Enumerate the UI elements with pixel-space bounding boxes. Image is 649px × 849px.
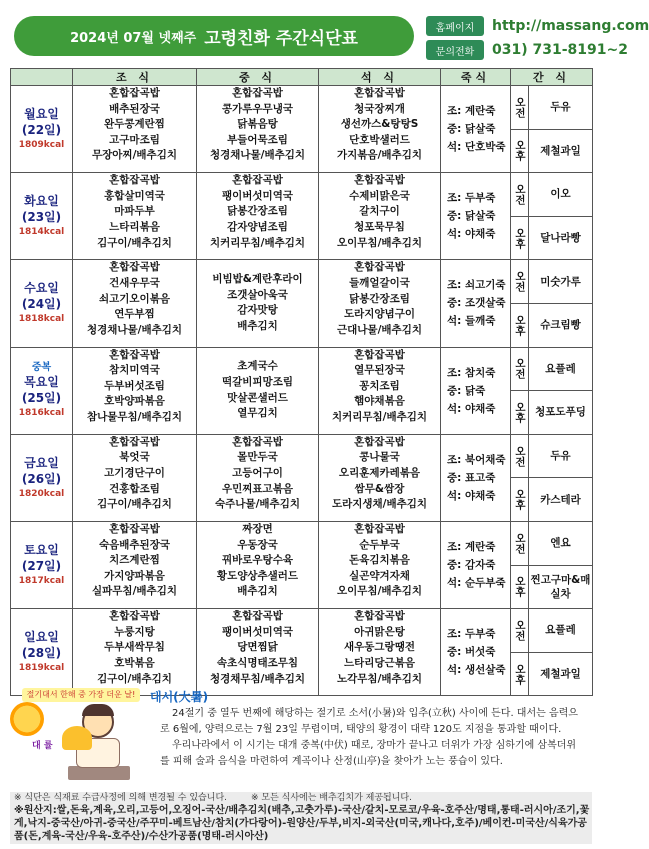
porridge-item: 중: 표고죽 bbox=[447, 471, 496, 484]
snack-pm: 달나라빵 bbox=[529, 216, 593, 260]
breakfast-cell bbox=[73, 260, 197, 347]
porridge-item: 조: 계란죽 bbox=[447, 541, 496, 554]
menu-item: 청경채나물/배추김치 bbox=[209, 149, 306, 162]
menu-item: 우민찌표고볶음 bbox=[221, 482, 293, 495]
menu-item: 홍합살미역국 bbox=[104, 189, 165, 202]
am-label-text: 오전 bbox=[514, 271, 526, 293]
menu-item: 혼합잡곡밥 bbox=[109, 610, 160, 623]
am-label-text: 오전 bbox=[514, 358, 526, 380]
menu-item: 고등어구이 bbox=[232, 466, 283, 479]
pm-label bbox=[511, 391, 529, 435]
day-cell bbox=[11, 347, 73, 434]
porridge-cell bbox=[441, 521, 511, 608]
phone-label: 문의전화 bbox=[426, 40, 484, 60]
menu-item: 치즈계란찜 bbox=[109, 554, 160, 567]
day-date: (26일) bbox=[21, 471, 62, 486]
menu-item: 느타리볶음 bbox=[109, 220, 160, 233]
am-label-text: 오전 bbox=[514, 183, 526, 205]
snack-pm: 청포도푸딩 bbox=[529, 391, 593, 435]
pm-label-text: 오후 bbox=[514, 314, 526, 336]
menu-item: 꽁치조림 bbox=[359, 379, 400, 392]
menu-item: 호박양파볶음 bbox=[104, 395, 165, 408]
menu-item: 혼합잡곡밥 bbox=[109, 261, 160, 274]
dinner-cell bbox=[319, 434, 441, 521]
menu-item: 실곤약겨자채 bbox=[349, 569, 410, 582]
porridge-item: 조: 쇠고기죽 bbox=[447, 279, 506, 292]
origin-notice: ※원산지:쌀,돈육,계육,오리,고등어,오징어-국산/배추김치(배추,고춧가루)-국산/갈치-모로코/우육-호주산/명태,통태-러시아/조기,꽃게,낙지-중국산/아귀-중국산/주꾸미-베트남산/참치(가다랑어)-원양산/두부,비지-외국산(미국,캐나다,호주)/베이컨-미국산/식육가공품(돈,계육-국산/우육-호주산)/수산가공품(명태-러시아산) bbox=[14, 805, 590, 842]
menu-item: 열무김치 bbox=[237, 407, 278, 420]
season-paragraph-1: 24절기 중 열두 번째에 해당하는 절기로 소서(小暑)와 입추(立秋) 사이에 든다. 대서는 음력으로 6월에, 양력으로는 7월 23일 무렵이며, 태양의 황경이 대략 120도 지점을 통과할 때이다. bbox=[160, 708, 578, 735]
day-kcal: 1816kcal bbox=[18, 407, 65, 418]
menu-item: 닭볶음탕 bbox=[237, 118, 278, 131]
dinner-cell bbox=[319, 609, 441, 696]
day-cell bbox=[11, 434, 73, 521]
day-row bbox=[11, 347, 593, 391]
porridge-item: 조: 참치죽 bbox=[447, 366, 496, 379]
pm-label-text: 오후 bbox=[514, 227, 526, 249]
lunch-cell bbox=[197, 347, 319, 434]
menu-item: 당면찜닭 bbox=[237, 641, 278, 654]
menu-item: 팽이버섯미역국 bbox=[221, 189, 293, 202]
menu-item: 김구이/배추김치 bbox=[97, 236, 172, 249]
porridge-item: 중: 감자죽 bbox=[447, 559, 496, 572]
day-name: 토요일 bbox=[24, 543, 59, 558]
menu-item: 순두부국 bbox=[359, 538, 400, 551]
page-title: 고령친화 주간식단표 bbox=[204, 28, 358, 49]
menu-item: 치커리무침/배추김치 bbox=[209, 236, 306, 249]
snack-am: 요플레 bbox=[529, 609, 593, 653]
menu-item: 혼합잡곡밥 bbox=[232, 435, 283, 448]
menu-item: 연두부찜 bbox=[114, 308, 155, 321]
lunch-cell bbox=[197, 521, 319, 608]
snack-pm: 슈크림빵 bbox=[529, 303, 593, 347]
menu-item: 혼합잡곡밥 bbox=[354, 87, 405, 99]
menu-item: 닭봉간장조림 bbox=[227, 205, 288, 218]
breakfast-cell bbox=[73, 434, 197, 521]
breakfast-cell bbox=[73, 609, 197, 696]
lunch-cell bbox=[197, 173, 319, 260]
menu-item: 조갯살아욱국 bbox=[227, 288, 288, 301]
day-name: 월요일 bbox=[24, 107, 59, 122]
day-row bbox=[11, 434, 593, 478]
menu-item: 혼합잡곡밥 bbox=[109, 174, 160, 187]
menu-item: 단호박샐러드 bbox=[349, 133, 410, 146]
menu-item: 감자양념조림 bbox=[227, 220, 288, 233]
menu-item: 수제비맑은국 bbox=[349, 189, 410, 202]
mat-shape bbox=[68, 766, 130, 780]
porridge-item: 조: 두부죽 bbox=[447, 192, 496, 205]
menu-item: 실파무침/배추김치 bbox=[92, 585, 177, 598]
breakfast-cell bbox=[73, 86, 197, 173]
menu-item: 생선까스&탕탕S bbox=[340, 118, 419, 131]
day-name: 금요일 bbox=[24, 455, 59, 470]
menu-item: 비빔밥&계란후라이 bbox=[212, 273, 303, 286]
porridge-item: 석: 생선살죽 bbox=[447, 664, 506, 677]
menu-item: 청국장찌개 bbox=[354, 102, 405, 115]
day-kcal: 1817kcal bbox=[18, 576, 65, 587]
homepage-link[interactable]: http://massang.com bbox=[492, 18, 649, 34]
day-cell bbox=[11, 260, 73, 347]
menu-item: 두부버섯조림 bbox=[104, 379, 165, 392]
menu-item: 콩가루우무냉국 bbox=[221, 102, 293, 115]
snack-am: 이오 bbox=[529, 173, 593, 217]
menu-item: 청경채나물/배추김치 bbox=[86, 323, 183, 336]
menu-item: 부들어묵조림 bbox=[227, 133, 288, 146]
menu-item: 혼합잡곡밥 bbox=[354, 174, 405, 187]
menu-item: 호박볶음 bbox=[114, 656, 155, 669]
header-breakfast: 조 식 bbox=[73, 69, 197, 86]
snack-am: 두유 bbox=[529, 434, 593, 478]
menu-item: 짜장면 bbox=[242, 522, 273, 535]
snack-am: 두유 bbox=[529, 86, 593, 130]
header-dinner: 석 식 bbox=[319, 69, 441, 86]
snack-pm: 카스테라 bbox=[529, 478, 593, 522]
day-name: 수요일 bbox=[24, 281, 59, 296]
menu-body bbox=[11, 86, 593, 696]
porridge-item: 석: 야채죽 bbox=[447, 402, 496, 415]
snack-pm: 찐고구마&매실차 bbox=[529, 565, 593, 609]
menu-item: 오이무침/배추김치 bbox=[337, 585, 422, 598]
breakfast-cell bbox=[73, 173, 197, 260]
phone-row bbox=[426, 39, 628, 61]
menu-item: 숙주나물/배추김치 bbox=[215, 498, 300, 511]
am-label bbox=[511, 609, 529, 653]
menu-item: 혼합잡곡밥 bbox=[232, 174, 283, 187]
menu-item: 완두콩계란찜 bbox=[104, 118, 165, 131]
snack-am: 엔요 bbox=[529, 521, 593, 565]
dinner-cell bbox=[319, 521, 441, 608]
porridge-item: 석: 들깨죽 bbox=[447, 315, 496, 328]
lunch-cell bbox=[197, 434, 319, 521]
porridge-cell bbox=[441, 347, 511, 434]
homepage-row bbox=[426, 15, 649, 37]
pm-label-text: 오후 bbox=[514, 489, 526, 511]
menu-item: 숙음배추된장국 bbox=[98, 538, 170, 551]
pm-label bbox=[511, 478, 529, 522]
menu-item: 마파두부 bbox=[114, 205, 155, 218]
day-cell bbox=[11, 173, 73, 260]
porridge-item: 석: 야채죽 bbox=[447, 489, 496, 502]
menu-item: 두부새싹무침 bbox=[104, 641, 165, 654]
lunch-cell bbox=[197, 86, 319, 173]
menu-item: 쇠고기오이볶음 bbox=[98, 292, 170, 305]
menu-item: 가지볶음/배추김치 bbox=[337, 149, 422, 162]
am-label bbox=[511, 434, 529, 478]
day-kcal: 1818kcal bbox=[18, 314, 65, 325]
day-kcal: 1819kcal bbox=[18, 663, 65, 674]
menu-item: 떡갈비피망조림 bbox=[221, 376, 293, 389]
porridge-cell bbox=[441, 434, 511, 521]
menu-item: 혼합잡곡밥 bbox=[354, 522, 405, 535]
menu-item: 도라지생채/배추김치 bbox=[331, 498, 428, 511]
menu-item: 혼합잡곡밥 bbox=[109, 435, 160, 448]
day-cell bbox=[11, 609, 73, 696]
notes-box bbox=[10, 792, 592, 844]
header-day-blank bbox=[11, 69, 73, 86]
day-kcal: 1814kcal bbox=[18, 227, 65, 238]
porridge-item: 중: 버섯죽 bbox=[447, 646, 496, 659]
menu-item: 배추김치 bbox=[237, 320, 278, 333]
menu-item: 건새우무국 bbox=[109, 276, 160, 289]
am-label-text: 오전 bbox=[514, 532, 526, 554]
pm-label-text: 오후 bbox=[514, 663, 526, 685]
menu-item: 아귀맑은탕 bbox=[354, 625, 405, 638]
title-banner bbox=[14, 16, 414, 56]
pm-label bbox=[511, 216, 529, 260]
snack-am: 요플레 bbox=[529, 347, 593, 391]
menu-item: 무장아찌/배추김치 bbox=[92, 149, 177, 162]
day-row bbox=[11, 173, 593, 217]
pm-label-text: 오후 bbox=[514, 140, 526, 162]
menu-item: 근대나물/배추김치 bbox=[337, 323, 422, 336]
pm-label-text: 오후 bbox=[514, 576, 526, 598]
menu-item: 혼합잡곡밥 bbox=[109, 348, 160, 361]
menu-item: 청포묵무침 bbox=[354, 220, 405, 233]
header-lunch: 중 식 bbox=[197, 69, 319, 86]
menu-item: 혼합잡곡밥 bbox=[354, 435, 405, 448]
sun-icon bbox=[10, 702, 44, 736]
pm-label bbox=[511, 129, 529, 173]
day-row bbox=[11, 86, 593, 130]
menu-item: 몰만두국 bbox=[237, 451, 278, 464]
menu-item: 열무된장국 bbox=[354, 364, 405, 377]
am-label bbox=[511, 521, 529, 565]
day-date: (25일) bbox=[21, 390, 62, 405]
menu-item: 콩나물국 bbox=[359, 451, 400, 464]
menu-item: 새우동그랑땡전 bbox=[343, 641, 415, 654]
porridge-item: 석: 순두부죽 bbox=[447, 577, 506, 590]
menu-item: 배추김치 bbox=[237, 585, 278, 598]
snack-pm: 제철과일 bbox=[529, 652, 593, 696]
porridge-item: 중: 닭살죽 bbox=[447, 123, 496, 136]
day-date: (23일) bbox=[21, 210, 62, 225]
day-kcal: 1809kcal bbox=[18, 140, 65, 151]
menu-item: 혼합잡곡밥 bbox=[232, 87, 283, 99]
menu-item: 김구이/배추김치 bbox=[97, 672, 172, 685]
menu-item: 돈육김치볶음 bbox=[349, 554, 410, 567]
snack-am: 미숫가루 bbox=[529, 260, 593, 304]
year-week: 2024년 07월 넷째주 bbox=[70, 30, 197, 46]
menu-item: 도라지양념구이 bbox=[343, 308, 415, 321]
menu-item: 혼합잡곡밥 bbox=[354, 261, 405, 274]
porridge-item: 석: 단호박죽 bbox=[447, 141, 506, 154]
am-label bbox=[511, 260, 529, 304]
day-kcal: 1820kcal bbox=[18, 488, 65, 499]
breakfast-cell bbox=[73, 521, 197, 608]
day-date: (22일) bbox=[21, 123, 62, 138]
menu-item: 감자맛탕 bbox=[237, 304, 278, 317]
pm-label bbox=[511, 303, 529, 347]
porridge-cell bbox=[441, 173, 511, 260]
day-date: (24일) bbox=[21, 297, 62, 312]
header-porridge: 죽식 bbox=[441, 69, 511, 86]
snack-pm: 제철과일 bbox=[529, 129, 593, 173]
menu-item: 북엇국 bbox=[119, 451, 150, 464]
porridge-cell bbox=[441, 260, 511, 347]
day-row bbox=[11, 609, 593, 653]
pm-label-text: 오후 bbox=[514, 401, 526, 423]
note-kimchi: ※ 모든 식사에는 배추김치가 제공됩니다. bbox=[251, 793, 412, 803]
am-label bbox=[511, 173, 529, 217]
menu-item: 맛살콘샐러드 bbox=[227, 391, 288, 404]
fan-icon bbox=[62, 726, 92, 750]
menu-item: 혼합잡곡밥 bbox=[109, 87, 160, 99]
menu-item: 느타리당근볶음 bbox=[343, 656, 415, 669]
header-snack: 간 식 bbox=[511, 69, 593, 86]
season-title: 대서(大暑) bbox=[150, 690, 209, 704]
porridge-item: 조: 두부죽 bbox=[447, 628, 496, 641]
lunch-cell bbox=[197, 260, 319, 347]
menu-item: 참나물무침/배추김치 bbox=[86, 410, 183, 423]
day-row bbox=[11, 260, 593, 304]
dinner-cell bbox=[319, 173, 441, 260]
menu-item: 혼합잡곡밥 bbox=[109, 522, 160, 535]
hair-shape bbox=[82, 704, 114, 716]
day-cell bbox=[11, 521, 73, 608]
header bbox=[6, 6, 649, 64]
am-label-text: 오전 bbox=[514, 619, 526, 641]
am-label bbox=[511, 86, 529, 130]
menu-item: 건홍합조림 bbox=[109, 482, 160, 495]
porridge-item: 중: 조갯살죽 bbox=[447, 297, 506, 310]
porridge-item: 조: 계란죽 bbox=[447, 105, 496, 118]
menu-item: 청경채무침/배추김치 bbox=[209, 672, 306, 685]
menu-item: 들깨얼갈이국 bbox=[349, 276, 410, 289]
lunch-cell bbox=[197, 609, 319, 696]
am-label-text: 오전 bbox=[514, 96, 526, 118]
menu-item: 오리훈제카레볶음 bbox=[338, 466, 421, 479]
menu-item: 김구이/배추김치 bbox=[97, 498, 172, 511]
season-description bbox=[160, 706, 585, 770]
season-section bbox=[10, 688, 592, 788]
pm-label bbox=[511, 565, 529, 609]
dinner-cell bbox=[319, 260, 441, 347]
menu-item: 닭봉간장조림 bbox=[349, 292, 410, 305]
menu-item: 노각무침/배추김치 bbox=[337, 672, 422, 685]
menu-item: 속초식명태조무침 bbox=[216, 656, 299, 669]
menu-item: 고구마조림 bbox=[109, 133, 160, 146]
menu-item: 배추된장국 bbox=[109, 102, 160, 115]
menu-item: 쌈무&쌈장 bbox=[354, 482, 405, 495]
season-side-caption: 대 률 bbox=[32, 741, 53, 751]
day-cell bbox=[11, 86, 73, 173]
day-row bbox=[11, 521, 593, 565]
menu-item: 햄야채볶음 bbox=[354, 395, 405, 408]
season-paragraph-2: 우리나라에서 이 시기는 대개 중복(中伏) 때로, 장마가 끝나고 더위가 가장 심하기에 삼복더위를 피해 술과 음식을 마련하여 계곡이나 산정(山亭)을 찾아가 노는 풍습이 있다. bbox=[160, 740, 577, 767]
porridge-cell bbox=[441, 86, 511, 173]
am-label bbox=[511, 347, 529, 391]
porridge-cell bbox=[441, 609, 511, 696]
porridge-item: 조: 북어채죽 bbox=[447, 453, 506, 466]
note-change: ※ 식단은 식재료 수급사정에 의해 변경될 수 있습니다. bbox=[14, 793, 228, 803]
menu-item: 갈치구이 bbox=[359, 205, 400, 218]
menu-item: 고기경단구이 bbox=[104, 466, 165, 479]
menu-item: 혼합잡곡밥 bbox=[232, 610, 283, 623]
menu-item: 가지양파볶음 bbox=[104, 569, 165, 582]
menu-table bbox=[10, 68, 593, 696]
menu-item: 꿔바로우탕수육 bbox=[221, 554, 293, 567]
day-name: 화요일 bbox=[24, 194, 59, 209]
day-name: 일요일 bbox=[24, 630, 59, 645]
menu-item: 혼합잡곡밥 bbox=[354, 348, 405, 361]
dinner-cell bbox=[319, 347, 441, 434]
menu-item: 우동장국 bbox=[237, 538, 278, 551]
porridge-item: 석: 야채죽 bbox=[447, 228, 496, 241]
phone-number: 031) 731-8191~2 bbox=[492, 42, 628, 58]
day-date: (28일) bbox=[21, 646, 62, 661]
menu-item: 누룽지탕 bbox=[114, 625, 155, 638]
notes-top-row bbox=[10, 792, 592, 804]
table-header-row bbox=[11, 69, 593, 86]
am-label-text: 오전 bbox=[514, 445, 526, 467]
homepage-label: 홈페이지 bbox=[426, 16, 484, 36]
day-name: 목요일 bbox=[24, 374, 59, 389]
day-date: (27일) bbox=[21, 559, 62, 574]
boy-with-fan-illustration bbox=[62, 702, 134, 782]
porridge-item: 중: 닭죽 bbox=[447, 384, 486, 397]
menu-item: 팽이버섯미역국 bbox=[221, 625, 293, 638]
menu-item: 치커리무침/배추김치 bbox=[331, 410, 428, 423]
menu-item: 참치미역국 bbox=[109, 364, 160, 377]
breakfast-cell bbox=[73, 347, 197, 434]
menu-item: 오이무침/배추김치 bbox=[337, 236, 422, 249]
menu-item: 초계국수 bbox=[237, 360, 278, 373]
season-badge: 절기대서 한해 중 가장 더운 날! bbox=[22, 688, 140, 702]
menu-item: 황도양상추샐러드 bbox=[216, 569, 299, 582]
day-note: 중복 bbox=[31, 361, 52, 373]
porridge-item: 중: 닭살죽 bbox=[447, 210, 496, 223]
dinner-cell bbox=[319, 86, 441, 173]
menu-item: 혼합잡곡밥 bbox=[354, 610, 405, 623]
